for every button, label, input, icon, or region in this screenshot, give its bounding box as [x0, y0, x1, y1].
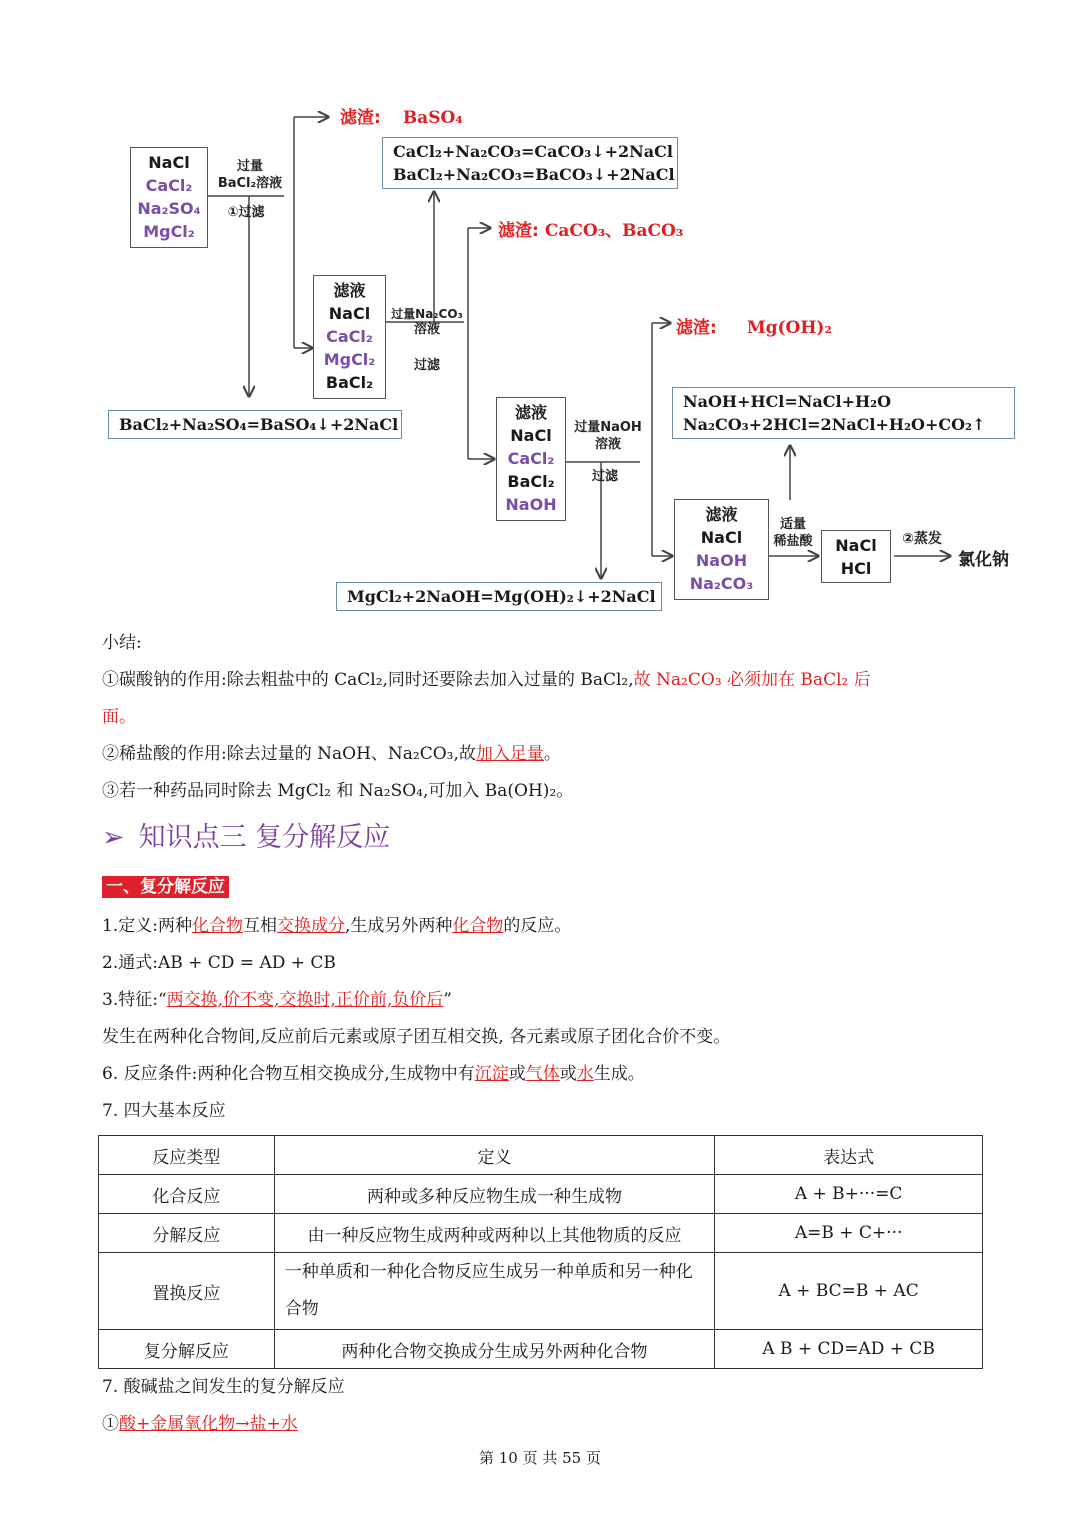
final-solution-box	[821, 530, 891, 583]
box-item: MgCl₂	[323, 350, 376, 369]
summary-item-1-cont: 面。	[102, 707, 136, 727]
box-title: 滤液	[333, 281, 366, 300]
table-cell: 置换反应	[99, 1253, 275, 1330]
table-cell: A=B + C+···	[715, 1214, 983, 1253]
equation-1: BaCl₂+Na₂SO₄=BaSO₄↓+2NaCl	[108, 410, 402, 439]
filtrate-2-box	[496, 397, 566, 521]
table-header: 表达式	[715, 1136, 983, 1175]
arrow-bullet-icon: ➢	[102, 822, 125, 853]
section-title-text: 知识点三 复分解反应	[138, 822, 391, 853]
box-item: BaCl₂	[507, 472, 555, 491]
equation-3: MgCl₂+2NaOH=Mg(OH)₂↓+2NaCl	[336, 582, 662, 611]
summary-item-2: ②稀盐酸的作用:除去过量的 NaOH、Na₂CO₃,故加入足量。	[102, 744, 561, 764]
equation-4: NaOH+HCl=NaCl+H₂O Na₂CO₃+2HCl=2NaCl+H₂O+CO₂↑	[672, 387, 1015, 439]
box-title: 滤液	[514, 403, 547, 422]
table-row	[99, 1175, 983, 1214]
table-cell: 复分解反应	[99, 1330, 275, 1369]
table-cell: 一种单质和一种化合物反应生成另一种单质和另一种化合物	[274, 1253, 714, 1330]
step3-label-bottom: 过滤	[591, 469, 618, 484]
table-row	[99, 1253, 983, 1330]
step2-label-bottom: 过滤	[413, 358, 440, 373]
step1-label-top: 过量 BaCl₂溶液	[217, 159, 283, 191]
table-cell: 由一种反应物生成两种或两种以上其他物质的反应	[274, 1214, 714, 1253]
reaction-types-table	[98, 1135, 983, 1369]
step3-label-top: 过量NaOH 溶液	[574, 420, 642, 452]
box-item: Na₂CO₃	[689, 574, 754, 593]
general-formula: 2.通式:AB + CD = AD + CB	[102, 953, 336, 973]
equation-2: CaCl₂+Na₂CO₃=CaCO₃↓+2NaCl BaCl₂+Na₂CO₃=BaCO₃↓+2NaCl	[382, 137, 678, 189]
feature-line: 3.特征:“两交换,价不变,交换时,正价前,负价后”	[102, 990, 452, 1010]
box-item: CaCl₂	[326, 327, 373, 346]
table-cell: A + B+···=C	[715, 1175, 983, 1214]
table-cell: A B + CD=AD + CB	[715, 1330, 983, 1369]
page-footer: 第 10 页 共 55 页	[478, 1449, 601, 1467]
box-item: NaCl	[700, 528, 743, 547]
residue-3: 滤渣: Mg(OH)₂	[676, 318, 832, 338]
filtrate-1-box	[313, 275, 386, 399]
box-item: NaOH	[695, 551, 748, 570]
feature-description: 发生在两种化合物间,反应前后元素或原子团互相交换, 各元素或原子团化合价不变。	[102, 1027, 731, 1047]
box-item: NaCl	[835, 536, 877, 555]
subheading: 一、复分解反应	[102, 876, 229, 898]
step2-label-top: 过量Na₂CO₃ 溶液	[391, 307, 463, 337]
table-cell: 分解反应	[99, 1214, 275, 1253]
filtrate-3-box	[674, 499, 769, 600]
box-item: NaCl	[328, 304, 371, 323]
summary-item-3: ③若一种药品同时除去 MgCl₂ 和 Na₂SO₄,可加入 Ba(OH)₂。	[102, 781, 574, 801]
crude-salt-box	[130, 147, 208, 248]
residue-1: 滤渣: BaSO₄	[340, 108, 463, 128]
table-row	[99, 1214, 983, 1253]
section-heading	[102, 815, 390, 854]
table-header: 反应类型	[99, 1136, 275, 1175]
table-cell: 两种化合物交换成分生成另外两种化合物	[274, 1330, 714, 1369]
acid-item-1: ①酸+金属氧化物→盐+水	[102, 1414, 298, 1434]
table-row	[99, 1330, 983, 1369]
table-header-row	[99, 1136, 983, 1175]
acid-base-salt-title: 7. 酸碱盐之间发生的复分解反应	[102, 1377, 345, 1397]
table-cell: 两种或多种反应物生成一种生成物	[274, 1175, 714, 1214]
table-cell: 化合反应	[99, 1175, 275, 1214]
step1-label-bottom: ①过滤	[227, 205, 265, 220]
four-types-title: 7. 四大基本反应	[102, 1101, 226, 1121]
box-item: CaCl₂	[507, 449, 555, 468]
box-item: BaCl₂	[325, 373, 374, 392]
product-label: 氯化钠	[958, 550, 1009, 570]
box-item: NaOH	[505, 495, 557, 514]
step5-label: ②蒸发	[902, 531, 942, 547]
summary-title: 小结:	[102, 633, 142, 653]
box-item: HCl	[840, 559, 872, 578]
summary-item-1: ①碳酸钠的作用:除去粗盐中的 CaCl₂,同时还要除去加入过量的 BaCl₂,故 Na₂CO₃ 必须加在 BaCl₂ 后	[102, 670, 871, 690]
box-title: 滤液	[705, 505, 738, 524]
table-header: 定义	[274, 1136, 714, 1175]
box-item: CaCl₂	[145, 176, 193, 195]
table-cell: A + BC=B + AC	[715, 1253, 983, 1330]
box-item: NaCl	[148, 153, 190, 172]
box-item: MgCl₂	[143, 222, 195, 241]
box-item: NaCl	[510, 426, 552, 445]
step4-label: 适量 稀盐酸	[773, 517, 813, 549]
purification-flowchart	[0, 0, 1080, 625]
residue-2: 滤渣: CaCO₃、BaCO₃	[498, 221, 684, 241]
definition-line: 1.定义:两种化合物互相交换成分,生成另外两种化合物的反应。	[102, 916, 572, 936]
condition-line: 6. 反应条件:两种化合物互相交换成分,生成物中有沉淀或气体或水生成。	[102, 1064, 645, 1084]
box-item: Na₂SO₄	[137, 199, 201, 218]
